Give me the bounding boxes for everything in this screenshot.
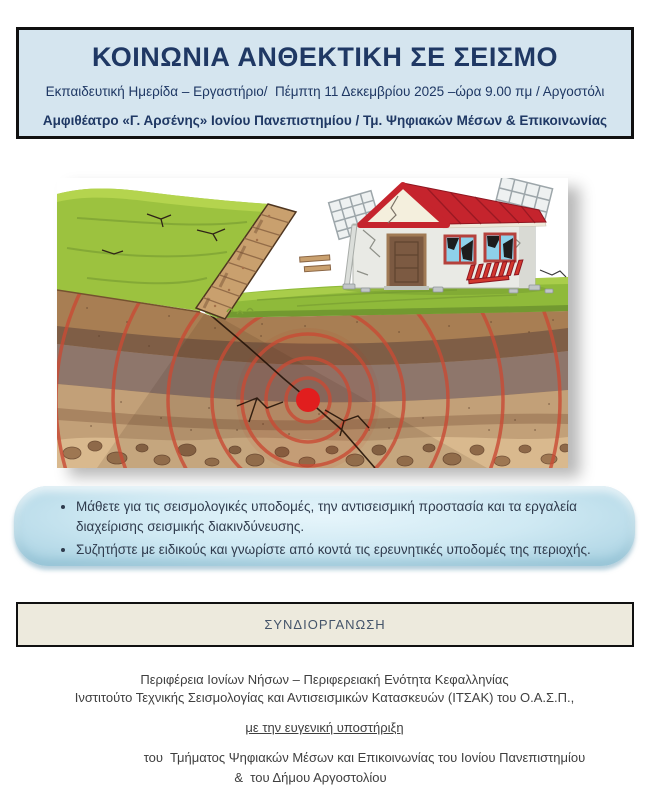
support-heading: με την ευγενική υποστήριξη (245, 720, 404, 735)
event-venue-line: Αμφιθέατρο «Γ. Αρσένης» Ιονίου Πανεπιστημίου / Τμ. Ψηφιακών Μέσων & Επικοινωνίας (42, 113, 608, 128)
supporter-line-1: του Τμήματος Ψηφιακών Μέσων και Επικοινωνίας του Ιονίου Πανεπιστημίου (143, 750, 586, 765)
coorganization-label: ΣΥΝΔΙΟΡΓΑΝΩΣΗ (264, 617, 386, 632)
page-title: ΚΟΙΝΩΝΙΑ ΑΝΘΕΚΤΙΚΗ ΣΕ ΣΕΙΣΜΟ (91, 42, 559, 72)
organizer-line-1: Περιφέρεια Ιονίων Νήσων – Περιφερειακή Ενότητα Κεφαλληνίας (140, 672, 509, 687)
earthquake-illustration (57, 178, 568, 468)
broken-window (445, 236, 475, 263)
highlights-list (14, 486, 635, 560)
event-header (16, 27, 634, 139)
supporter-line-2: & του Δήμου Αργοστολίου (234, 770, 387, 785)
highlight-item: • Μάθετε για τις σεισμολογικές υποδομές, την αντισεισμική προστασία και τα εργαλεία διαχείρισης σεισμικής διακινδύνευσης. (76, 497, 609, 537)
highlight-item: • Συζητήστε με ειδικούς και γνωρίστε από κοντά τις ερευνητικές υποδομές της περιοχής. (76, 540, 609, 560)
house-door (384, 235, 429, 290)
highlights-box (14, 486, 635, 566)
coorganization-box (16, 602, 634, 647)
event-date-line: Εκπαιδευτική Ημερίδα – Εργαστήριο/ Πέμπτη 11 Δεκεμβρίου 2025 –ώρα 9.00 πμ / Αργοστόλι (45, 84, 605, 99)
organizer-line-2: Ινστιτούτο Τεχνικής Σεισμολογίας και Αντισεισμικών Κατασκευών (ΙΤΣΑΚ) του Ο.Α.Σ.Π., (74, 690, 575, 705)
broken-window (485, 234, 515, 261)
organizers-footer (0, 671, 649, 787)
hypocenter-dot (296, 388, 320, 412)
